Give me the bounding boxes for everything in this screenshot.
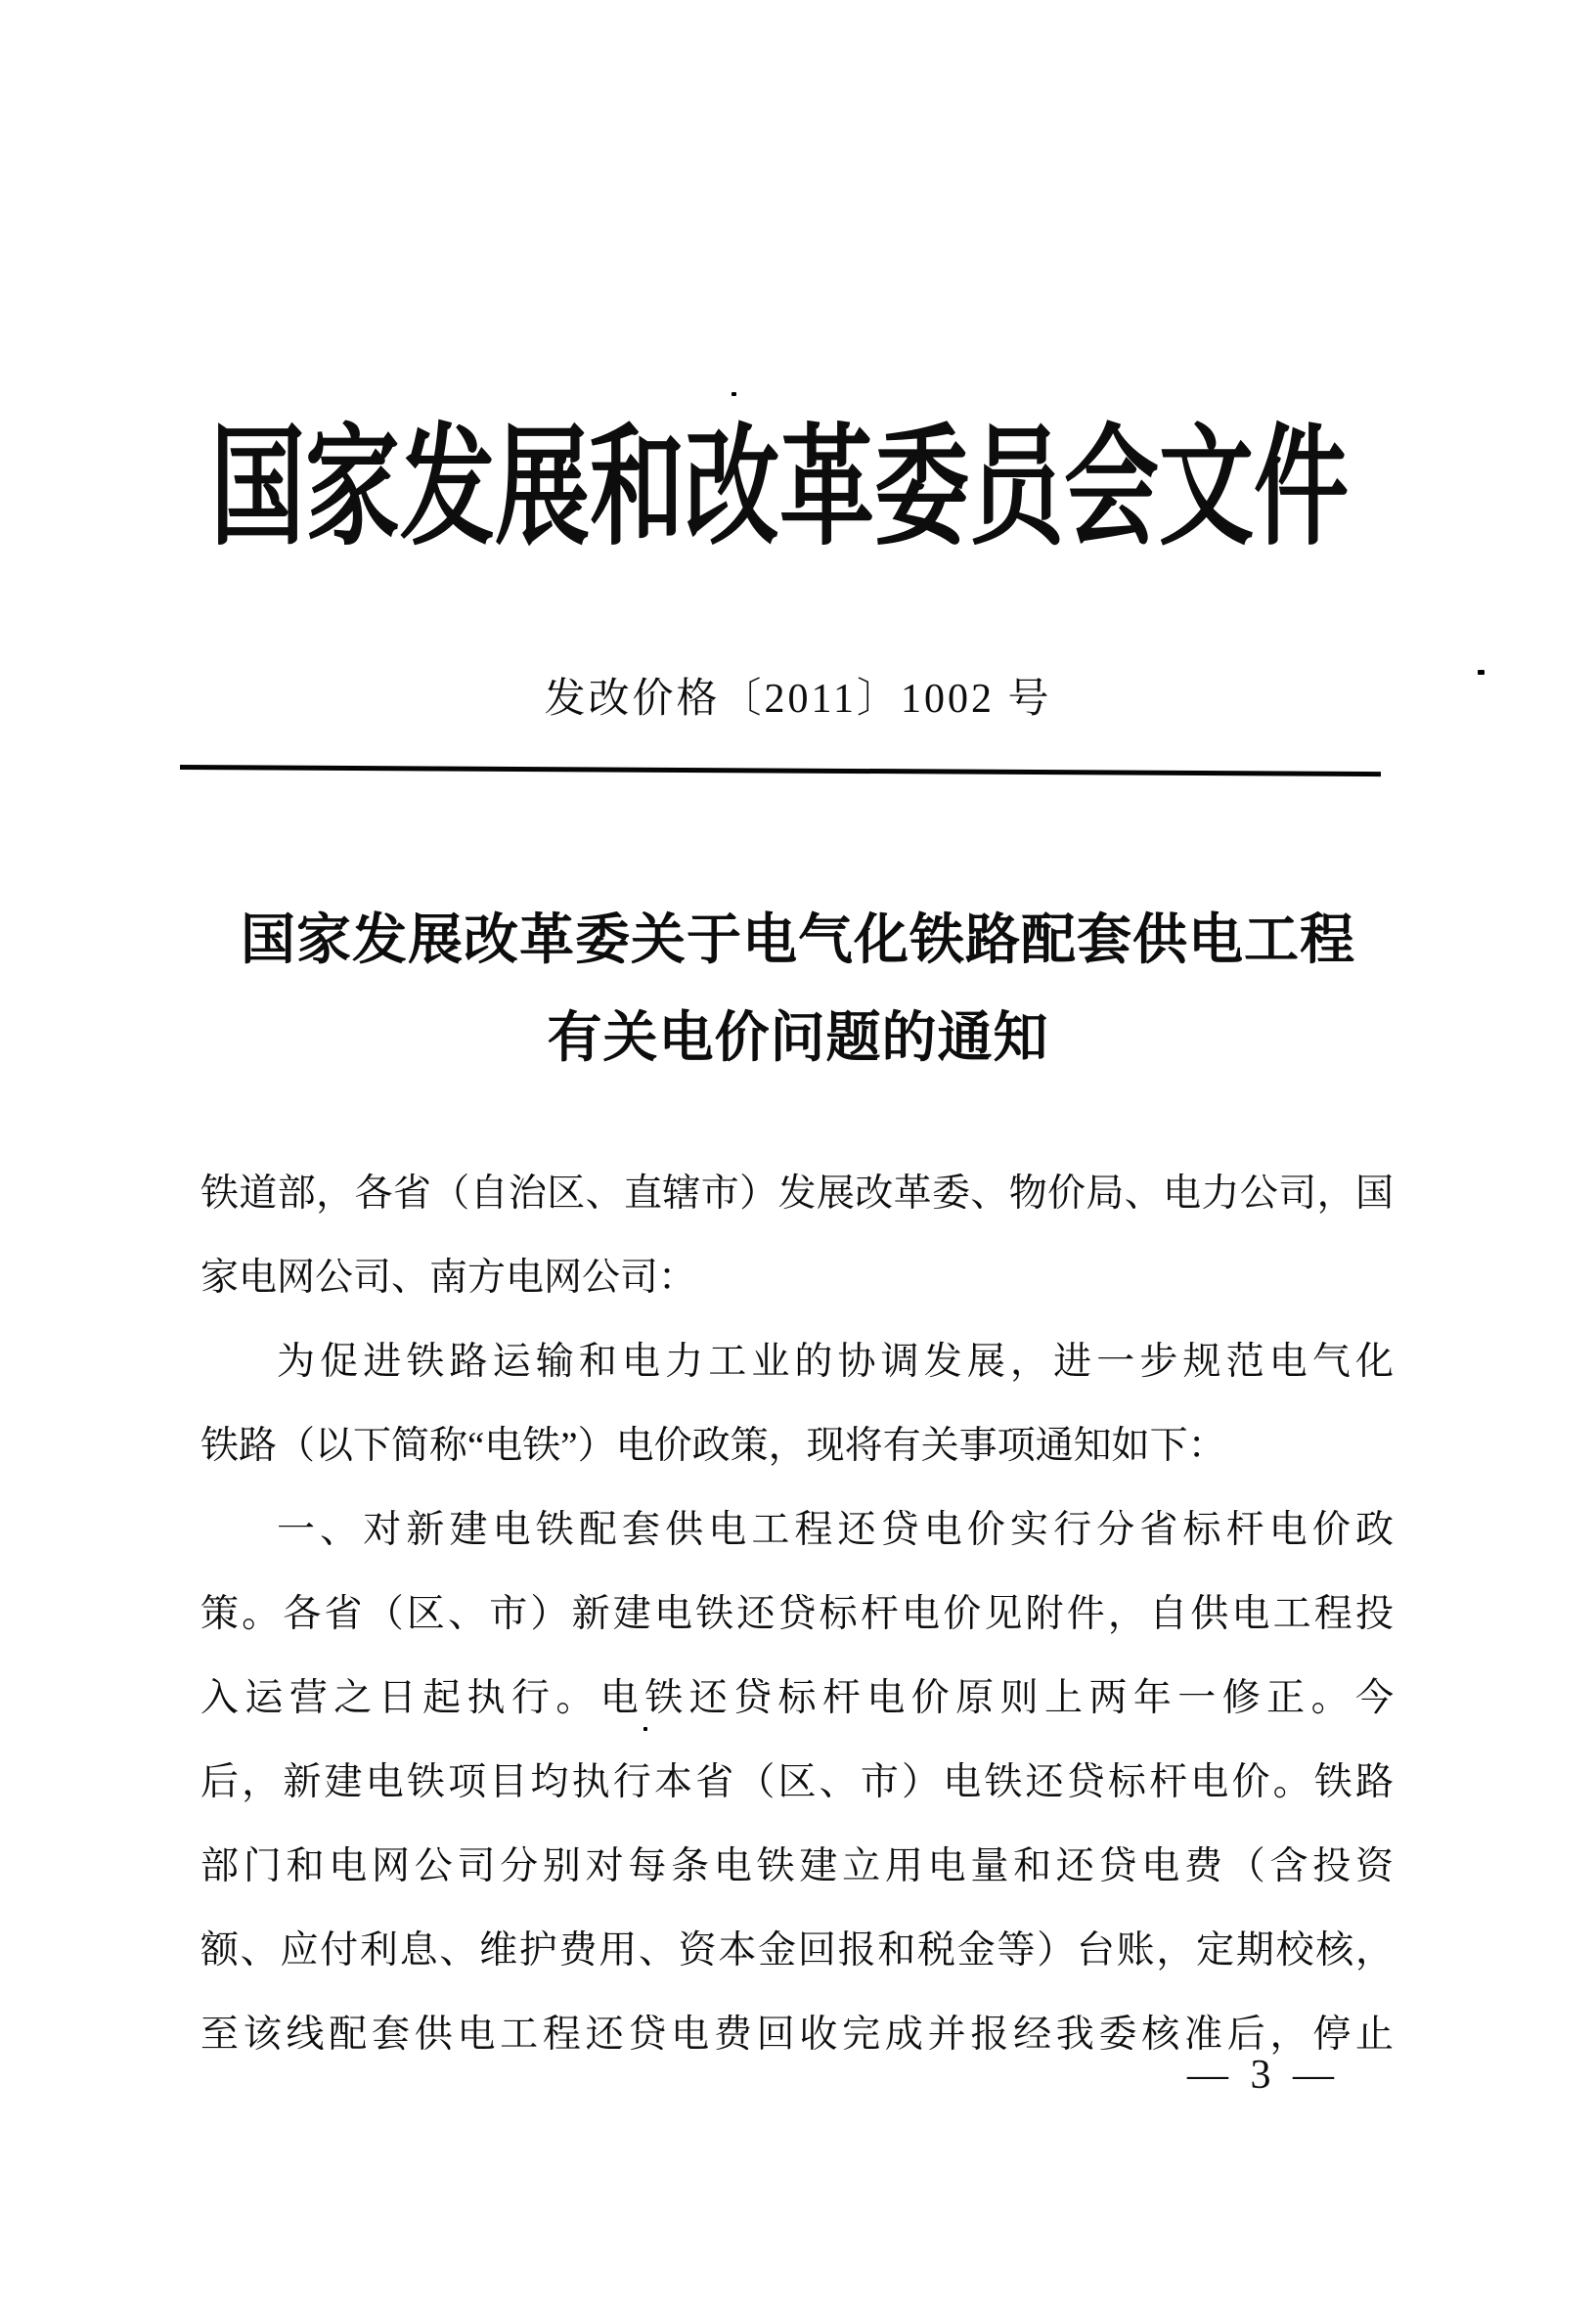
ink-speck-artifact (732, 392, 736, 396)
body-text-line: 部门和电网公司分别对每条电铁建立用电量和还贷电费（含投资 (200, 1845, 1394, 1887)
body-text-line: 后，新建电铁项目均执行本省（区、市）电铁还贷标杆电价。铁路 (200, 1761, 1394, 1803)
body-text-line: 铁路（以下简称“电铁”）电价政策，现将有关事项通知如下： (200, 1425, 1226, 1467)
document-reference-number: 发改价格〔2011〕1002 号 (544, 677, 1052, 722)
body-text-line: 铁道部，各省（自治区、直辖市）发展改革委、物价局、电力公司，国 (200, 1173, 1394, 1215)
ink-speck-artifact (1478, 670, 1485, 675)
document-body (200, 1152, 1394, 2077)
notice-title-line-1: 国家发展改革委关于电气化铁路配套供电工程 (241, 910, 1355, 971)
body-text-line: 为促进铁路运输和电力工业的协调发展，进一步规范电气化 (277, 1341, 1394, 1383)
notice-title-line-2: 有关电价问题的通知 (547, 1008, 1049, 1069)
body-text-line: 额、应付利息、维护费用、资本金回报和税金等）台账，定期校核， (200, 1929, 1394, 1972)
body-text-line: 入运营之日起执行。电铁还贷标杆电价原则上两年一修正。今 (200, 1677, 1394, 1719)
body-text-line: 至该线配套供电工程还贷电费回收完成并报经我委核准后，停止 (200, 2014, 1394, 2056)
masthead-divider-rule (180, 765, 1381, 776)
body-text-line: 一、对新建电铁配套供电工程还贷电价实行分省标杆电价政 (277, 1509, 1394, 1551)
ink-speck-artifact (643, 1727, 647, 1731)
body-text-line: 家电网公司、南方电网公司： (200, 1257, 697, 1299)
notice-title (0, 892, 1596, 1087)
agency-masthead: 国家发展和改革委员会文件 (210, 416, 1349, 561)
page-number: — 3 — (1187, 2053, 1340, 2098)
body-text-line: 策。各省（区、市）新建电铁还贷标杆电价见附件，自供电工程投 (200, 1593, 1394, 1635)
